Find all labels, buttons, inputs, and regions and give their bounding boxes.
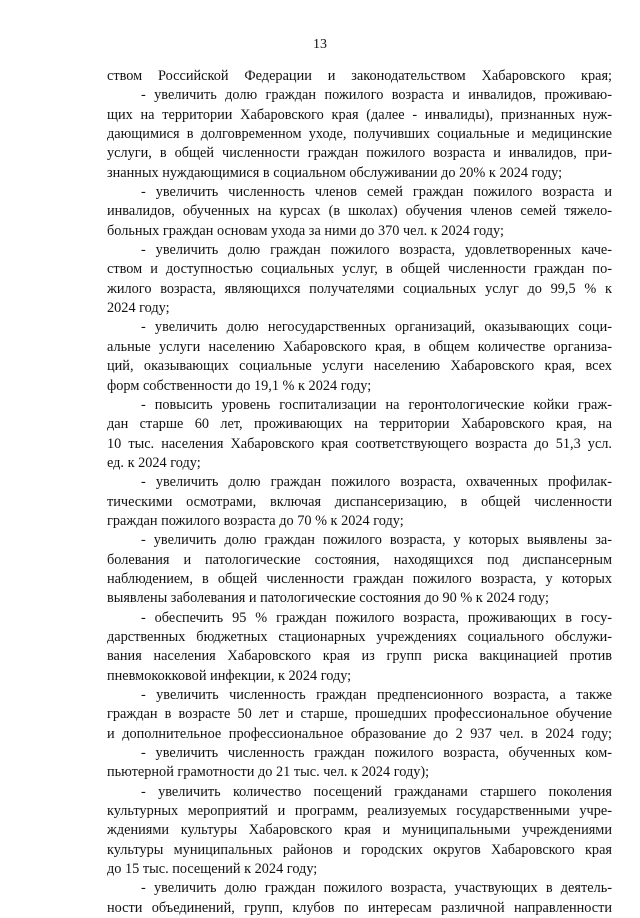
text-line: 2024 году; (107, 300, 170, 317)
text-line: - увеличить долю граждан пожилого возраста, удовлетворенных каче- (141, 242, 612, 259)
text-line: пьютерной грамотности до 21 тыс. чел. к 2024 году); (107, 764, 430, 781)
body-text (107, 67, 612, 918)
text-line: культурных мероприятий и программ, реализуемых государственными учре- (107, 803, 612, 820)
text-line: - обеспечить 95 % граждан пожилого возраста, проживающих в госу- (141, 609, 612, 626)
text-line: больных граждан основам ухода за ними до 370 чел. к 2024 году; (107, 222, 504, 239)
text-line: ством Российской Федерации и законодательством Хабаровского края; (107, 68, 612, 84)
text-line: ности объединений, групп, клубов по интересам различной направленности (107, 899, 612, 916)
text-line: форм собственности до 19,1 % к 2024 году; (107, 377, 372, 394)
text-line: - увеличить долю негосударственных организаций, оказывающих соци- (141, 319, 612, 336)
text-line: тическими осмотрами, включая диспансеризацию, в общей численности (107, 493, 612, 510)
text-line: инвалидов, обученных на курсах (в школах) обучения членов семей тяжело- (107, 203, 612, 220)
text-line: щих на территории Хабаровского края (далее - инвалиды), признанных нуж- (107, 106, 612, 123)
page-number: 13 (313, 37, 327, 52)
text-line: жилого возраста, являющихся получателями социальных услуг до 99,5 % к (107, 280, 612, 297)
text-line: - повысить уровень госпитализации на геронтологические койки граж- (141, 396, 612, 413)
text-line: граждан в возрасте 50 лет и старше, прошедших профессиональное обучение (107, 706, 612, 723)
text-line: ждениями культуры Хабаровского края и муниципальными учреждениями (107, 822, 612, 839)
text-line: - увеличить количество посещений гражданами старшего поколения (141, 783, 612, 800)
text-line: ед. к 2024 году; (107, 454, 201, 471)
text-line: - увеличить численность членов семей граждан пожилого возраста и (141, 184, 612, 201)
text-line: дан старше 60 лет, проживающих на территории Хабаровского края, на (107, 416, 612, 433)
text-line: знанных нуждающимися в социальном обслуживании до 20% к 2024 году; (107, 164, 563, 181)
text-line: дающимися в долговременном уходе, получивших социальные и медицинские (107, 126, 612, 143)
text-line: - увеличить долю граждан пожилого возраста и инвалидов, проживаю- (141, 87, 612, 104)
text-line: услуги, в общей численности граждан пожилого возраста и инвалидов, при- (107, 145, 612, 162)
text-line: граждан пожилого возраста до 70 % к 2024 году; (107, 512, 404, 529)
text-line: - увеличить численность граждан предпенсионного возраста, а также (141, 687, 612, 703)
text-line: наблюдением, в общей численности граждан пожилого возраста, у которых (107, 570, 612, 587)
text-line: - увеличить долю граждан пожилого возраста, участвующих в деятель- (141, 880, 612, 897)
text-line: 10 тыс. населения Хабаровского края соответствующего возраста до 51,3 усл. (107, 435, 612, 452)
text-line: и дополнительное профессиональное образование до 2 937 чел. в 2024 году; (107, 725, 612, 742)
text-line: культуры муниципальных районов и городских округов Хабаровского края (107, 841, 612, 858)
text-line: - увеличить долю граждан пожилого возраста, охваченных профилак- (141, 474, 612, 491)
text-line: вания населения Хабаровского края из групп риска вакцинацией против (107, 648, 612, 665)
text-line: ством и доступностью социальных услуг, в общей численности граждан по- (107, 261, 612, 278)
text-line: выявлены заболевания и патологические состояния до 90 % к 2024 году; (107, 590, 549, 607)
text-line: - увеличить долю граждан пожилого возраста, у которых выявлены за- (141, 532, 612, 549)
text-line: до 15 тыс. посещений к 2024 году; (107, 861, 318, 878)
text-line: пневмококковой инфекции, к 2024 году; (107, 667, 352, 684)
text-line: - увеличить численность граждан пожилого возраста, обученных ком- (141, 745, 612, 762)
text-line: альные услуги населению Хабаровского края, в общем количестве организа- (107, 338, 612, 355)
text-line: ций, оказывающих социальные услуги населению Хабаровского края, всех (107, 358, 612, 375)
text-line: болевания и патологические состояния, находящихся под диспансерным (107, 551, 612, 568)
text-line: дарственных бюджетных стационарных учреждениях социального обслужи- (107, 628, 612, 645)
